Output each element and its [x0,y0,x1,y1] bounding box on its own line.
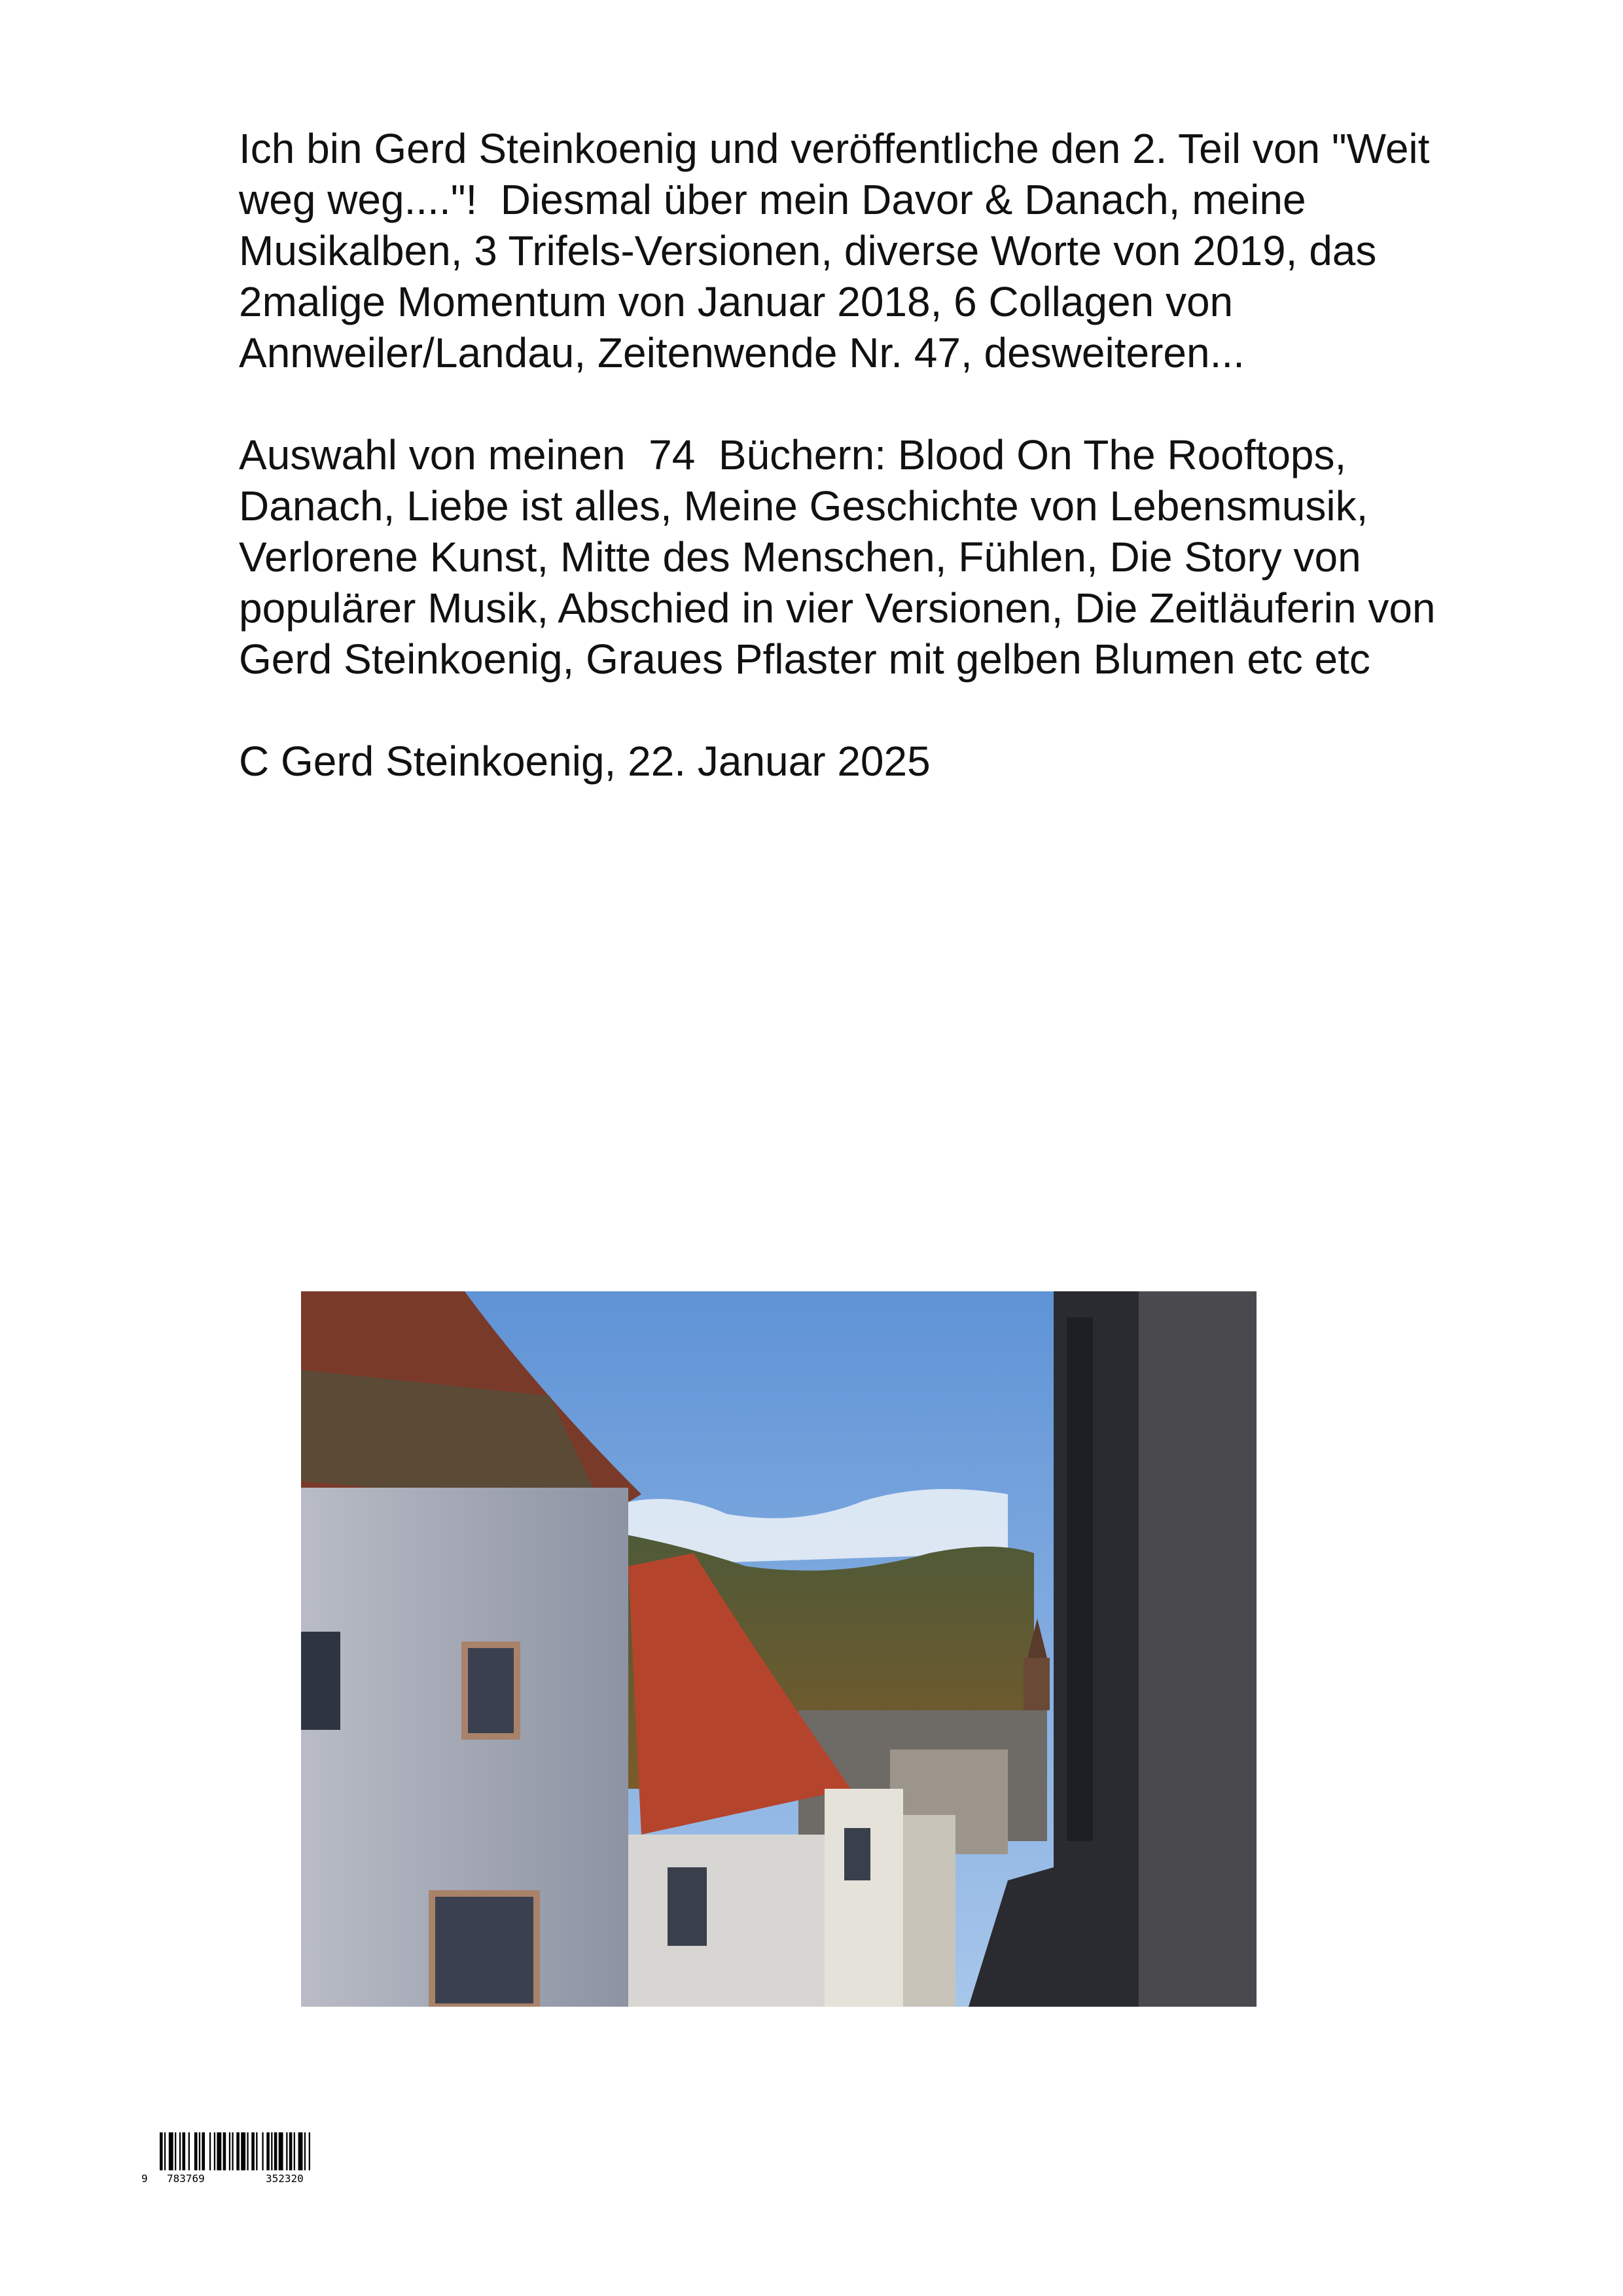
barcode-bar [214,2132,215,2170]
barcode-bar [271,2132,272,2170]
barcode-left-digits: 783769 [167,2172,205,2185]
copyright-line: C Gerd Steinkoenig, 22. Januar 2025 [239,738,931,785]
middle-house-wall [628,1835,825,2007]
barcode-bar [223,2132,226,2170]
barcode-bar [232,2132,233,2170]
intro-paragraph: Ich bin Gerd Steinkoenig und veröffentliche den 2. Teil von "Weit weg weg...."! Diesmal über mein Davor & Danach, meine Musikalben, 3 Trifels-Versionen, diverse Worte von 2019, das 2malige Momentum von Januar 2018, 6 Collagen von Annweiler/Landau, Zeitenwende Nr. 47, desweiteren... [239,125,1442,376]
barcode-right-digits: 352320 [266,2172,304,2185]
barcode-graphic [140,2132,372,2185]
barcode-bar [175,2132,176,2170]
barcode-bar [229,2132,230,2170]
barcode-bar [286,2132,287,2170]
left-house-window [301,1632,340,1730]
barcode-bar [309,2132,310,2170]
barcode-bar [188,2132,190,2170]
barcode-bar [209,2132,211,2170]
barcode-bar [279,2132,283,2170]
barcode-bar [294,2132,295,2170]
isbn-barcode [140,2132,372,2185]
barcode-bar [274,2132,277,2170]
barcode-bar [304,2132,306,2170]
barcode-bar [202,2132,205,2170]
barcode-bar [183,2132,186,2170]
barcode-bar [241,2132,245,2170]
town-street-illustration [301,1291,1257,2007]
barcode-bar [256,2132,257,2170]
barcode-bar [251,2132,255,2170]
barcode-bar [298,2132,303,2170]
barcode-bar [289,2132,293,2170]
barcode-first-digit: 9 [141,2172,148,2185]
town-street-photo [301,1291,1257,2007]
barcode-bar [266,2132,270,2170]
barcode-bar [179,2132,181,2170]
barcode-bar [217,2132,221,2170]
barcode-bar [160,2132,163,2170]
barcode-bar [199,2132,200,2170]
barcode-bar [194,2132,198,2170]
book-list-paragraph: Auswahl von meinen 74 Büchern: Blood On The Rooftops, Danach, Liebe ist alles, Meine Geschichte von Lebensmusik, Verlorene Kunst, Mitte des Menschen, Fühlen, Die Story von populärer Musik, Abschied in vier Versionen, Die Zeitläuferin von Gerd Steinkoenig, Graues Pflaster mit gelben Blumen etc etc [239,431,1448,683]
barcode-bar [169,2132,173,2170]
right-near-wall [1139,1291,1257,2007]
barcode-bar [164,2132,166,2170]
barcode-bar [247,2132,248,2170]
barcode-bar [236,2132,240,2170]
back-cover-text [239,123,1448,787]
barcode-bar [262,2132,263,2170]
